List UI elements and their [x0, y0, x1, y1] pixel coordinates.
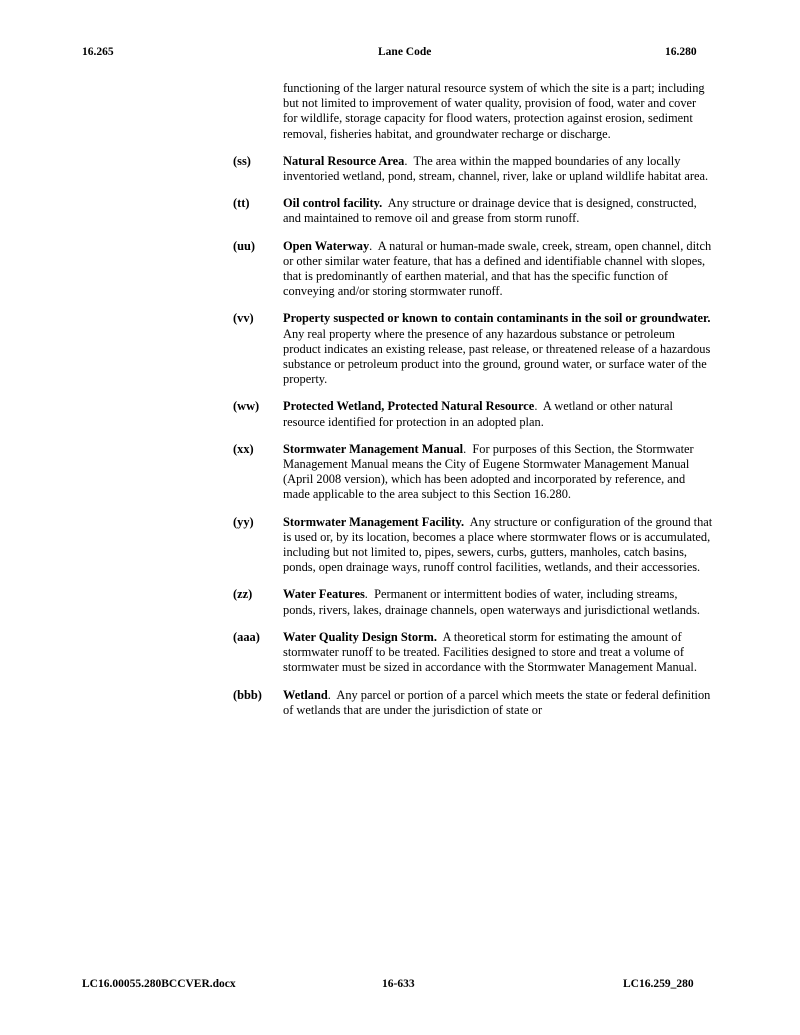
definition-separator: . — [404, 153, 414, 168]
definition-label: (yy) — [233, 514, 254, 529]
header-title: Lane Code — [378, 46, 432, 58]
definition-term: Oil control facility. — [283, 196, 383, 211]
footer-filename: LC16.00055.280BCCVER.docx — [82, 978, 236, 990]
definition-item — [0, 239, 800, 300]
document-body — [0, 81, 800, 718]
header-left-section: 16.265 — [82, 46, 114, 58]
definition-separator: . — [327, 687, 337, 702]
definition-body — [283, 442, 713, 503]
definition-body — [283, 515, 713, 576]
definition-body — [283, 688, 713, 718]
definition-list — [0, 154, 800, 718]
definition-body — [283, 311, 713, 387]
definition-text: Any structure or configuration of the ground that is used or, by its location, becomes a place where stormwater flows or is accumulated, including but not limited to, pipes, sewers, curbs, gutters, manholes, catch basins, ponds, open drainage ways, runoff control facilities, wetlands, and their accessories. — [283, 514, 713, 575]
definition-text: A natural or human-made swale, creek, stream, open channel, ditch or other similar water feature, that has a defined and identifiable channel with slopes, that is predominantly of earthen material, and that has the specific function of conveying and/or storing stormwater runoff. — [283, 238, 712, 299]
definition-body — [283, 587, 713, 617]
definition-body — [283, 630, 713, 676]
definition-item — [0, 587, 800, 617]
definition-separator: . — [369, 238, 378, 253]
definition-item — [0, 442, 800, 503]
definition-label: (bbb) — [233, 687, 262, 702]
definition-separator: . — [534, 399, 543, 414]
definition-term: Stormwater Management Facility. — [283, 514, 465, 529]
definition-separator: . — [463, 441, 473, 456]
definition-label: (uu) — [233, 238, 256, 253]
definition-label: (ss) — [233, 153, 251, 168]
definition-text: Any structure or drainage device that is designed, constructed, and maintained to remove oil and grease from storm runoff. — [283, 196, 697, 226]
definition-term: Wetland — [283, 687, 328, 702]
footer-section-range: LC16.259_280 — [623, 978, 694, 990]
definition-text: Permanent or intermittent bodies of water, including streams, ponds, rivers, lakes, drainage channels, open waterways and jurisdictional wetlands. — [283, 587, 701, 617]
footer-page-number: 16-633 — [382, 978, 415, 990]
definition-label: (aaa) — [233, 629, 260, 644]
definition-item — [0, 154, 800, 184]
definition-text: A wetland or other natural resource identified for protection in an adopted plan. — [283, 399, 673, 429]
definition-term: Property suspected or known to contain contaminants in the soil or groundwater. — [283, 311, 711, 326]
definition-text: Any real property where the presence of any hazardous substance or petroleum product indicates an existing release, past release, or threatened release of a hazardous substance or petroleum product into the ground, ground water, or surface water of the property. — [283, 326, 711, 387]
definition-item — [0, 399, 800, 429]
definition-body — [283, 196, 713, 226]
definition-separator — [711, 311, 717, 325]
definition-term: Stormwater Management Manual — [283, 441, 464, 456]
definition-item — [0, 196, 800, 226]
definition-term: Protected Wetland, Protected Natural Resource — [283, 399, 535, 414]
definition-label: (vv) — [233, 311, 254, 326]
definition-term: Water Quality Design Storm. — [283, 629, 437, 644]
definition-item — [0, 515, 800, 576]
definition-term: Water Features — [283, 587, 365, 602]
definition-term: Open Waterway — [283, 238, 370, 253]
definition-label: (zz) — [233, 587, 253, 602]
definition-term: Natural Resource Area — [283, 153, 405, 168]
definition-body — [283, 399, 713, 429]
definition-item — [0, 311, 800, 387]
definition-text: A theoretical storm for estimating the amount of stormwater runoff to be treated. Facilities designed to store and treat a volume of stormwater must be sized in accordance with the Stormwater Management Manual. — [283, 629, 697, 675]
definition-item — [0, 630, 800, 676]
definition-body — [283, 154, 713, 184]
definition-label: (ww) — [233, 399, 260, 414]
definition-text: Any parcel or portion of a parcel which meets the state or federal definition of wetlands that are under the jurisdiction of state or — [283, 687, 711, 717]
definition-text: The area within the mapped boundaries of any locally inventoried wetland, pond, stream, channel, river, lake or upland wildlife habitat area. — [283, 153, 709, 184]
header-right-section: 16.280 — [665, 46, 697, 58]
definition-item — [0, 688, 800, 718]
definition-body — [283, 239, 713, 300]
definition-separator: . — [364, 587, 375, 602]
definition-label: (xx) — [233, 441, 254, 456]
definition-label: (tt) — [233, 196, 250, 211]
continuation-paragraph: functioning of the larger natural resource system of which the site is a part; including but not limited to improvement of water quality, provision of food, water and cover for wildlife, storage capacity for flood waters, protection against erosion, sediment removal, fisheries habitat, and groundwater recharge or discharge. — [283, 81, 705, 141]
definition-text: For purposes of this Section, the Stormwater Management Manual means the City of Eugene Stormwater Management Manual (April 2008 version), which has been adopted and incorporated by reference, and made applicable to the area subject to this Section 16.280. — [283, 441, 694, 502]
